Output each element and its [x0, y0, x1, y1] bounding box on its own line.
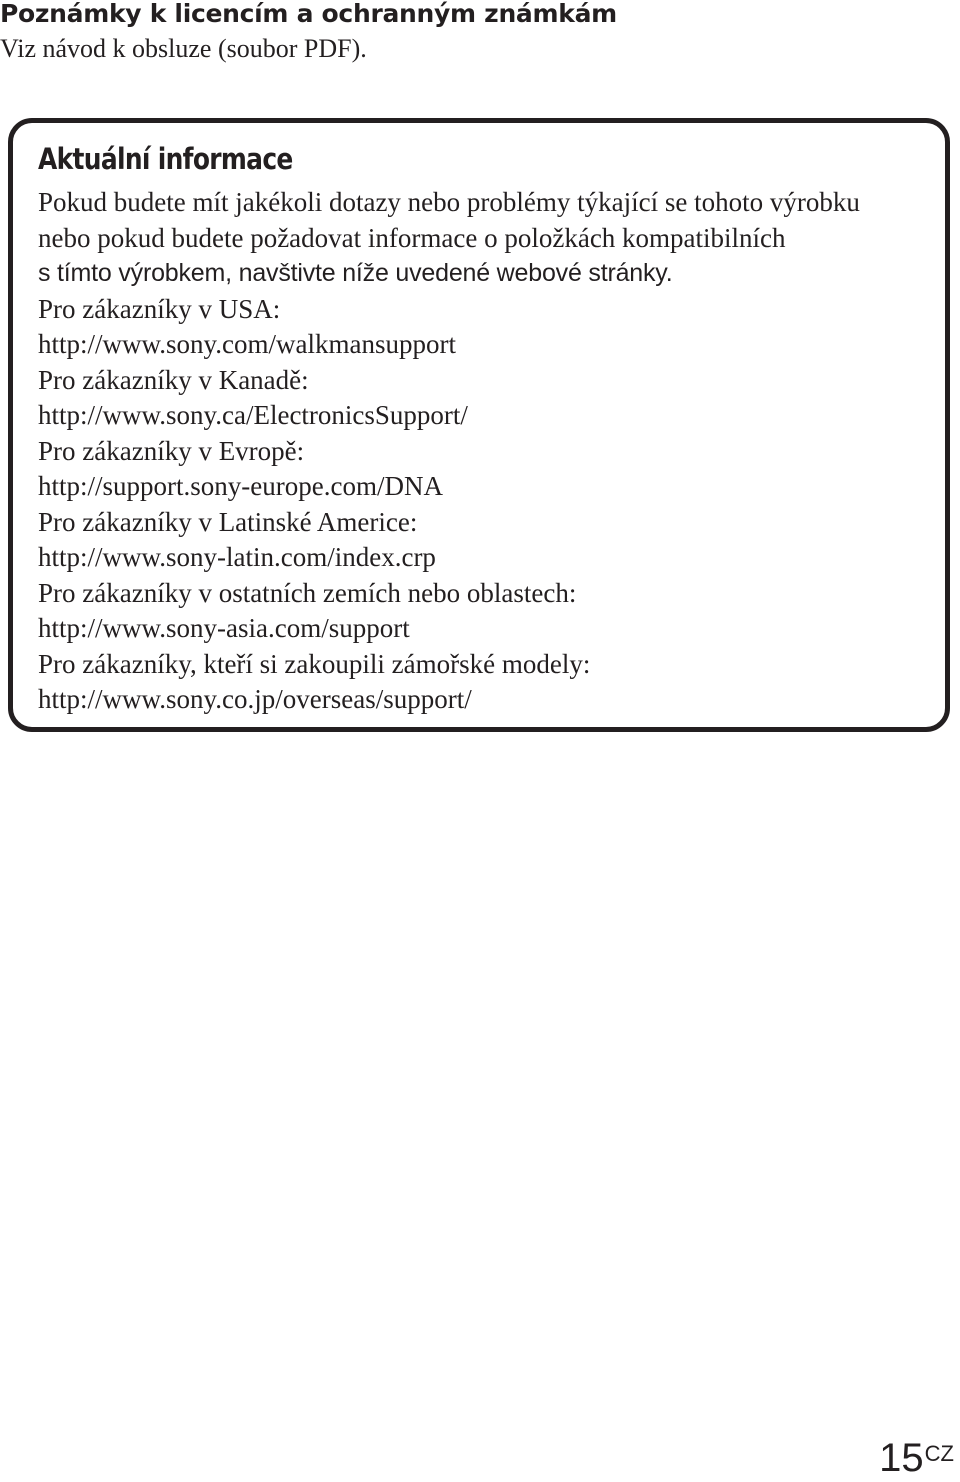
region-label-latin-america: Pro zákazníky v Latinské Americe: [38, 506, 418, 537]
intro-line-2: nebo pokud budete požadovat informace o položkách kompatibilních [38, 222, 786, 253]
support-link-canada[interactable]: http://www.sony.ca/ElectronicsSupport/ [38, 400, 468, 430]
intro-line-1: Pokud budete mít jakékoli dotazy nebo problémy týkající se tohoto výrobku [38, 187, 860, 217]
page-language-suffix: CZ [924, 1441, 954, 1466]
page-number [879, 1438, 954, 1478]
support-link-europe[interactable]: http://support.sony-europe.com/DNA [38, 471, 443, 501]
region-label-usa: Pro zákazníky v USA: [38, 293, 281, 324]
support-link-other[interactable]: http://www.sony-asia.com/support [38, 613, 410, 643]
info-body [38, 185, 937, 718]
region-label-europe: Pro zákazníky v Evropě: [38, 435, 305, 466]
info-box [8, 118, 950, 732]
region-label-other: Pro zákazníky v ostatních zemích nebo oblastech: [38, 577, 577, 608]
intro-line-3: s tímto výrobkem, navštivte níže uvedené webové stránky. [38, 259, 673, 287]
support-link-latin-america[interactable]: http://www.sony-latin.com/index.crp [38, 542, 436, 572]
support-link-usa[interactable]: http://www.sony.com/walkmansupport [38, 329, 456, 359]
page-number-value: 15 [879, 1436, 924, 1480]
support-link-overseas[interactable]: http://www.sony.co.jp/overseas/support/ [38, 684, 472, 714]
licence-heading: Poznámky k licencím a ochranným známkám [0, 0, 617, 28]
licence-text: Viz návod k obsluze (soubor PDF). [0, 34, 367, 63]
region-label-canada: Pro zákazníky v Kanadě: [38, 364, 309, 395]
info-title: Aktuální informace [38, 142, 293, 176]
region-label-overseas: Pro zákazníky, kteří si zakoupili zámořské modely: [38, 648, 591, 679]
